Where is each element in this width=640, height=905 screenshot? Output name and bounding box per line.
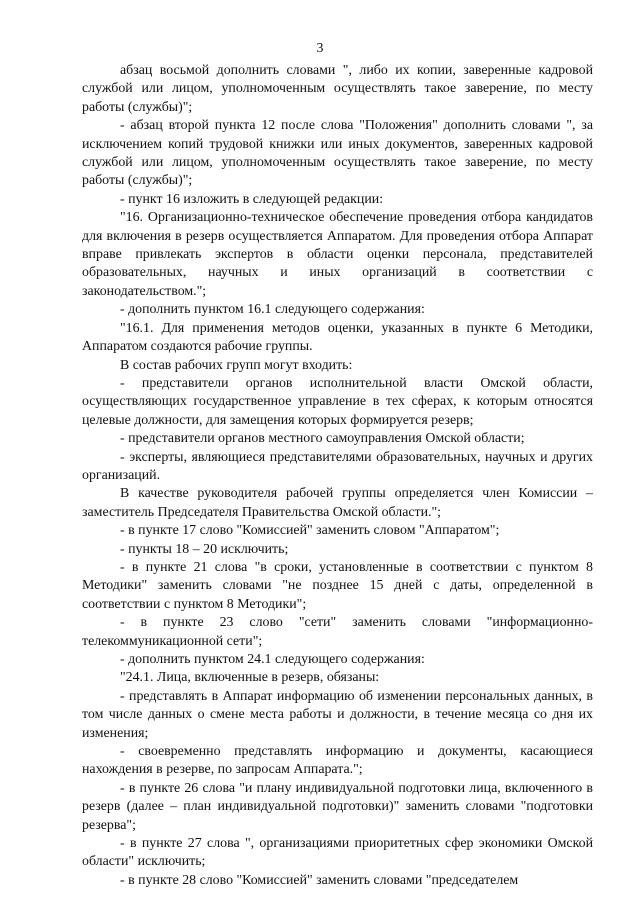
paragraph: - своевременно представлять информацию и документы, касающиеся нахождения в резерве, по запросам Аппарата."; (82, 744, 593, 778)
paragraph: "16. Организационно-техническое обеспечение проведения отбора кандидатов для включения в резерв осуществляется Аппаратом. Для проведения отбора Аппарат вправе привлекать экспертов в области оценки персонала, представителей образовательных, научных и иных организаций в соответствии с законодательством."; (82, 210, 593, 299)
paragraph: - дополнить пунктом 24.1 следующего содержания: (120, 652, 425, 667)
paragraph: В состав рабочих групп могут входить: (120, 357, 353, 373)
paragraph: "24.1. Лица, включенные в резерв, обязаны: (120, 670, 380, 686)
paragraph: "16.1. Для применения методов оценки, указанных в пункте 6 Методики, Аппаратом создаются рабочие группы. (82, 320, 593, 355)
paragraph: В качестве руководителя рабочей группы определяется член Комиссии – заместитель Председателя Правительства Омской области."; (82, 486, 593, 520)
paragraph: - представители органов исполнительной власти Омской области, осуществляющих государственное управление в тех сферах, к которым относятся целевые должности, для замещения которых формируется резерв; (82, 375, 593, 428)
paragraph: - в пункте 17 слово "Комиссией" заменить словом "Аппаратом"; (120, 523, 500, 539)
paragraph: - представители органов местного самоуправления Омской области; (120, 431, 525, 447)
paragraph: - в пункте 27 слова ", организациями приоритетных сфер экономики Омской области" исключить; (82, 836, 593, 870)
paragraph: абзац восьмой дополнить словами ", либо их копии, заверенные кадровой службой или лицом, уполномоченным осуществлять такое заверение, по месту работы (службы)"; (82, 63, 593, 115)
paragraph: - пункт 16 изложить в следующей редакции: (120, 191, 384, 207)
paragraph: - дополнить пунктом 16.1 следующего содержания: (120, 302, 425, 318)
paragraph: - в пункте 28 слово "Комиссией" заменить словами "председателем (120, 872, 519, 888)
paragraph: - эксперты, являющиеся представителями образовательных, научных и других организаций. (82, 449, 593, 483)
document-body (82, 62, 593, 890)
paragraph: - в пункте 26 слова "и плану индивидуальной подготовки лица, включенного в резерв (далее – план индивидуальной подготовки)" заменить словами "подготовки резерва"; (82, 780, 593, 833)
paragraph: - пункты 18 – 20 исключить; (120, 541, 289, 557)
paragraph: - представлять в Аппарат информацию об изменении персональных данных, в том числе данных о смене места работы и должности, в течение месяца со дня их изменения; (82, 688, 593, 741)
page-number: 3 (316, 41, 324, 56)
paragraph: - в пункте 23 слово "сети" заменить словами "информационно-телекоммуникационной сети"; (82, 615, 593, 649)
paragraph: - в пункте 21 слова "в сроки, установленные в соответствии с пунктом 8 Методики" заменить словами "не позднее 15 дней с даты, определенной в соответствии с пунктом 8 Методики"; (82, 559, 593, 612)
paragraph: - абзац второй пункта 12 после слова "Положения" дополнить словами ", за исключением копий трудовой книжки или иных документов, заверенных кадровой службой или лицом, уполномоченным осуществлять такое заверение, по месту работы (службы)"; (82, 118, 593, 189)
